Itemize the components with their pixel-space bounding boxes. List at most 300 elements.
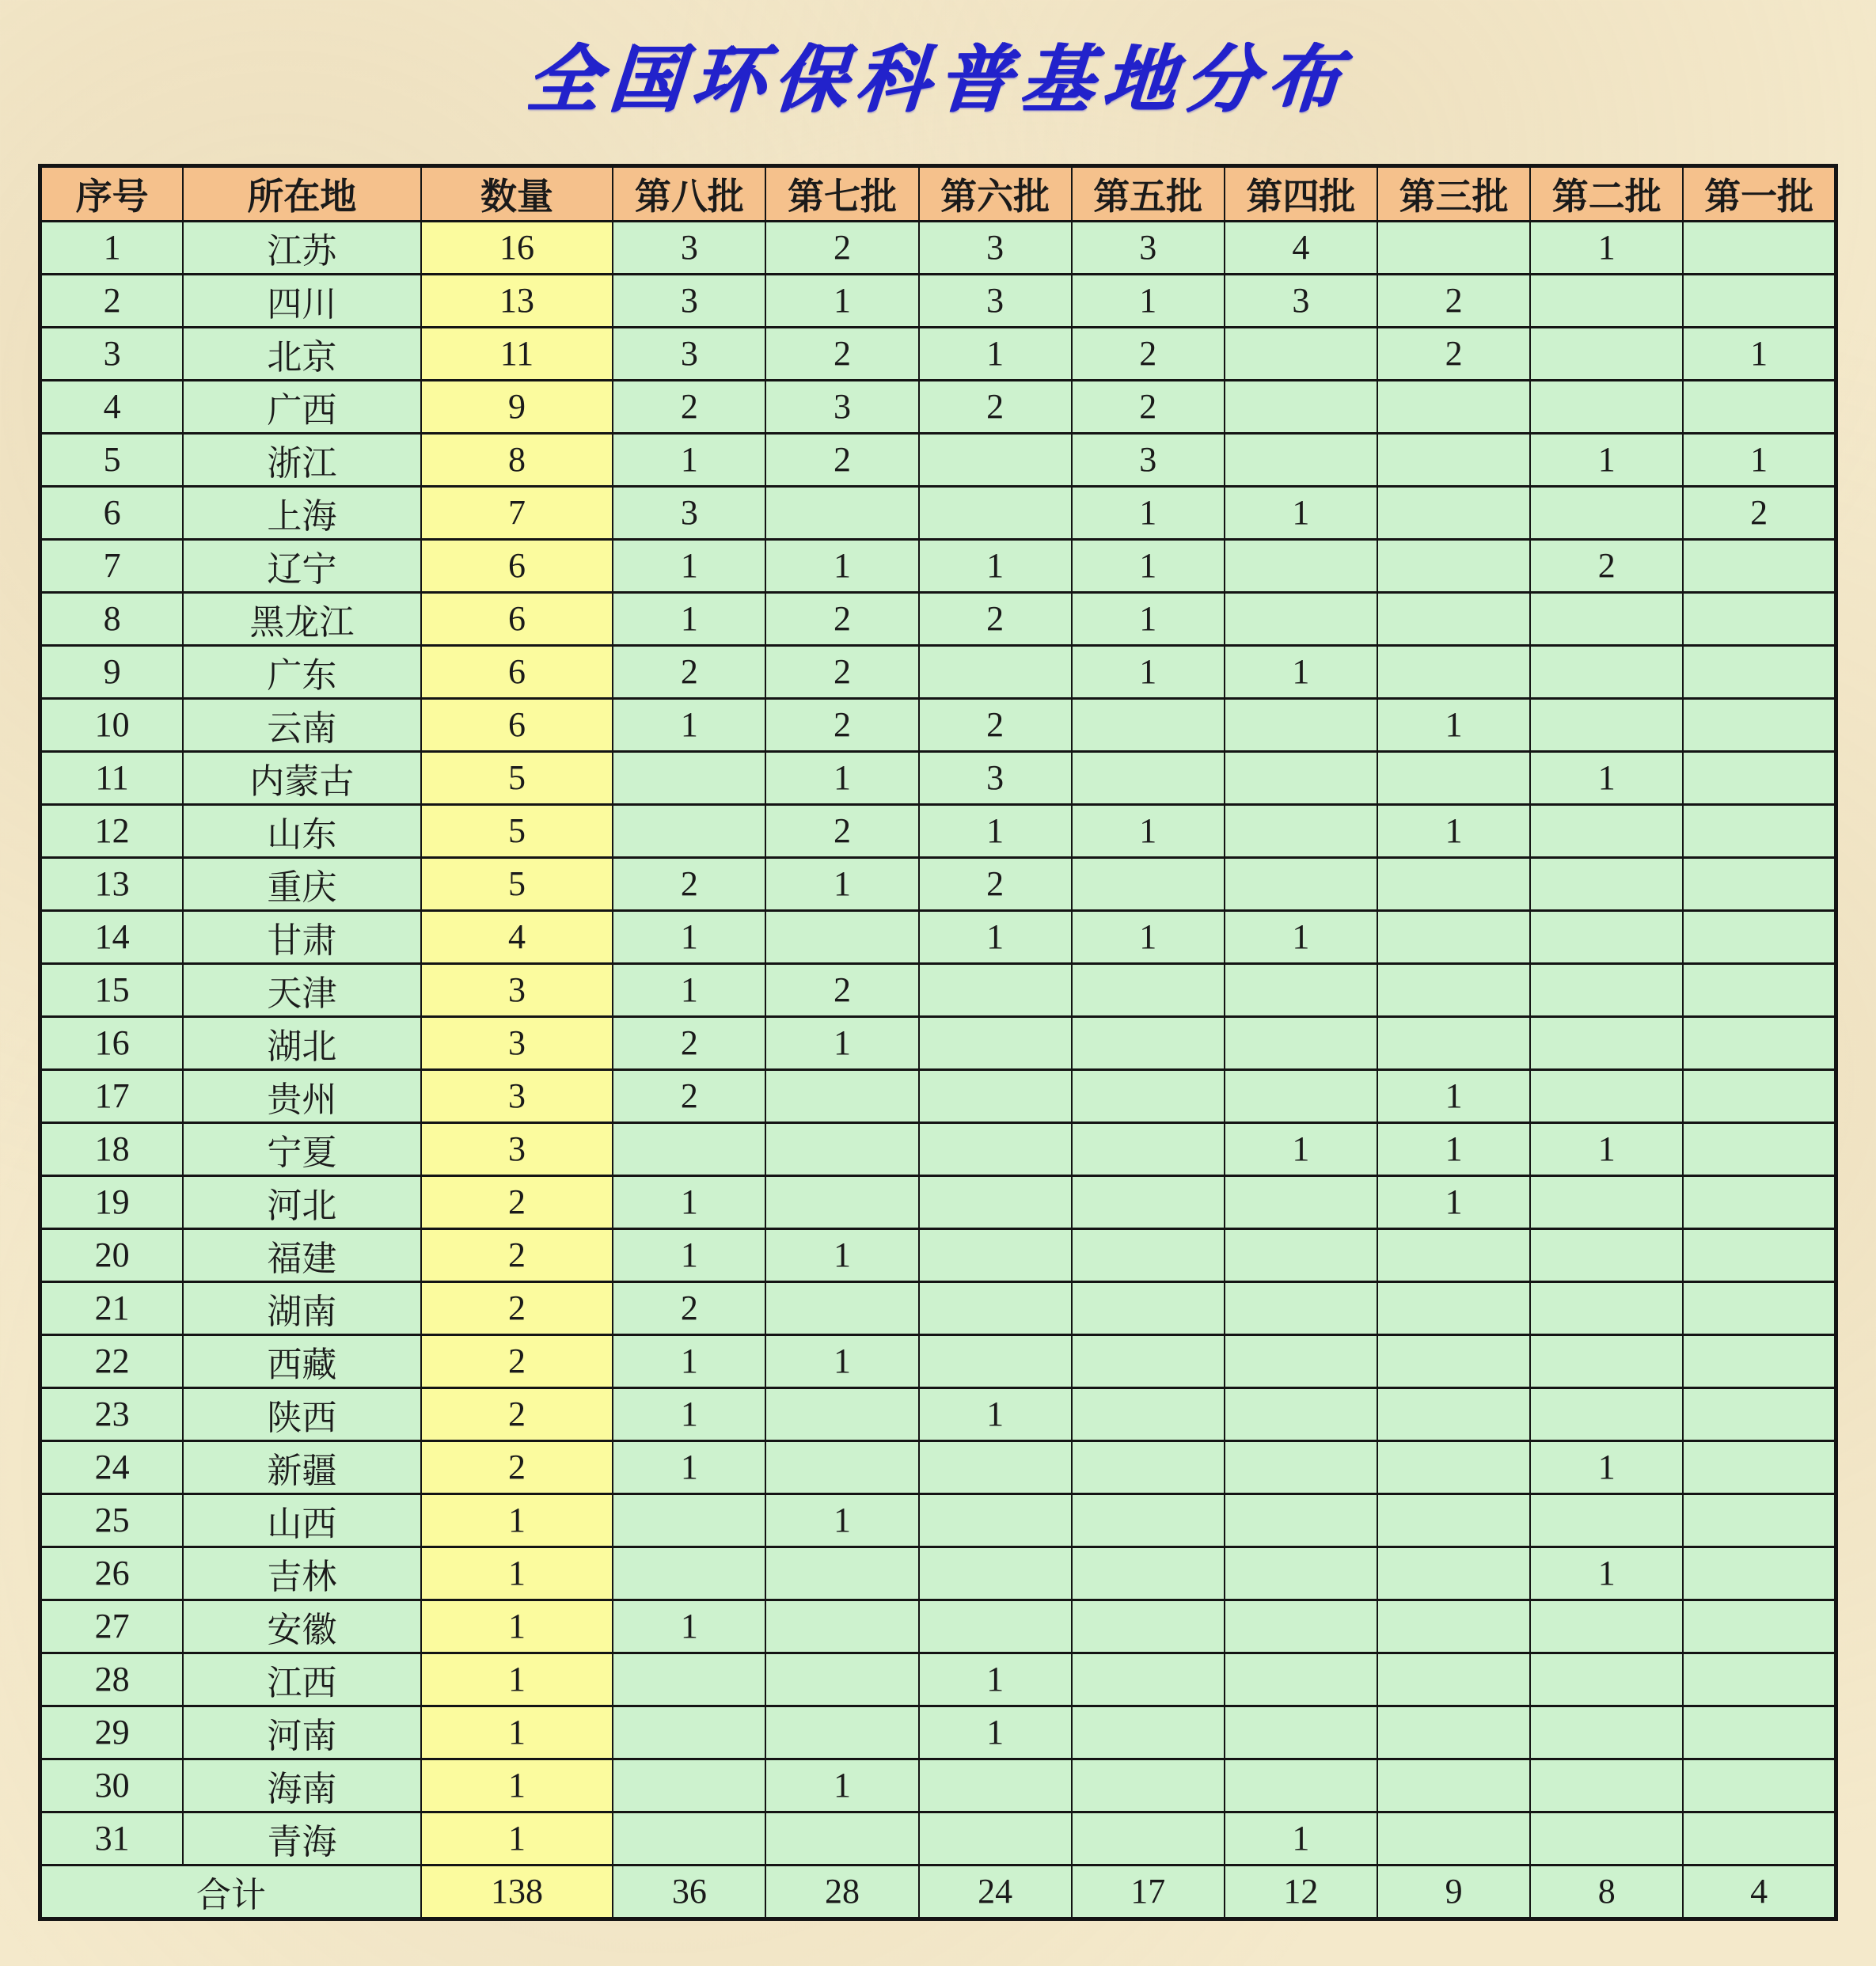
row-batch-8 <box>613 1706 765 1759</box>
row-quantity: 4 <box>421 910 613 963</box>
row-batch-8 <box>613 1812 765 1865</box>
row-batch-6: 2 <box>919 592 1072 645</box>
row-batch-7: 1 <box>765 1334 918 1387</box>
column-header-2: 数量 <box>421 165 613 221</box>
row-batch-2 <box>1530 1493 1683 1547</box>
row-batch-3 <box>1377 221 1530 274</box>
row-batch-4 <box>1225 1175 1377 1228</box>
row-batch-3 <box>1377 433 1530 486</box>
row-batch-8: 1 <box>613 1228 765 1281</box>
row-batch-7: 1 <box>765 857 918 910</box>
row-batch-6 <box>919 1600 1072 1653</box>
row-batch-1 <box>1683 1281 1836 1334</box>
row-batch-4 <box>1225 1281 1377 1334</box>
row-batch-5 <box>1072 751 1225 804</box>
row-index: 10 <box>40 698 184 751</box>
row-batch-5 <box>1072 1069 1225 1122</box>
row-place: 江西 <box>183 1653 421 1706</box>
row-batch-4: 1 <box>1225 645 1377 698</box>
row-batch-6 <box>919 645 1072 698</box>
row-batch-3: 2 <box>1377 274 1530 327</box>
row-batch-5 <box>1072 1653 1225 1706</box>
row-batch-4 <box>1225 698 1377 751</box>
row-batch-5 <box>1072 1812 1225 1865</box>
row-quantity: 3 <box>421 1122 613 1175</box>
row-quantity: 1 <box>421 1600 613 1653</box>
row-batch-5 <box>1072 1228 1225 1281</box>
row-batch-7: 1 <box>765 1016 918 1069</box>
table-row <box>40 698 1836 751</box>
row-batch-1 <box>1683 645 1836 698</box>
row-batch-5 <box>1072 1334 1225 1387</box>
footer-batch-1: 4 <box>1683 1865 1836 1919</box>
row-batch-2 <box>1530 380 1683 433</box>
row-batch-6 <box>919 1281 1072 1334</box>
row-quantity: 6 <box>421 645 613 698</box>
row-batch-7 <box>765 1069 918 1122</box>
row-place: 广东 <box>183 645 421 698</box>
row-batch-2 <box>1530 1281 1683 1334</box>
row-batch-7: 2 <box>765 327 918 380</box>
row-index: 12 <box>40 804 184 857</box>
row-batch-4 <box>1225 751 1377 804</box>
row-batch-2: 1 <box>1530 433 1683 486</box>
row-batch-8: 1 <box>613 1334 765 1387</box>
row-batch-4 <box>1225 1069 1377 1122</box>
row-batch-8: 2 <box>613 1069 765 1122</box>
row-place: 贵州 <box>183 1069 421 1122</box>
row-batch-8: 1 <box>613 698 765 751</box>
row-quantity: 1 <box>421 1653 613 1706</box>
row-batch-1 <box>1683 751 1836 804</box>
row-batch-8: 2 <box>613 1016 765 1069</box>
row-batch-8 <box>613 804 765 857</box>
row-batch-6: 3 <box>919 274 1072 327</box>
row-batch-1 <box>1683 1175 1836 1228</box>
row-quantity: 2 <box>421 1387 613 1440</box>
row-batch-3 <box>1377 1387 1530 1440</box>
row-batch-5: 1 <box>1072 645 1225 698</box>
footer-batch-3: 9 <box>1377 1865 1530 1919</box>
row-place: 安徽 <box>183 1600 421 1653</box>
row-batch-2 <box>1530 592 1683 645</box>
row-batch-7 <box>765 1812 918 1865</box>
row-batch-5 <box>1072 1440 1225 1493</box>
footer-batch-2: 8 <box>1530 1865 1683 1919</box>
row-batch-5: 1 <box>1072 804 1225 857</box>
row-batch-4 <box>1225 1228 1377 1281</box>
column-header-6: 第五批 <box>1072 165 1225 221</box>
row-batch-1: 2 <box>1683 486 1836 539</box>
row-batch-5 <box>1072 1387 1225 1440</box>
row-batch-1 <box>1683 539 1836 592</box>
row-place: 云南 <box>183 698 421 751</box>
row-batch-2 <box>1530 857 1683 910</box>
row-place: 北京 <box>183 327 421 380</box>
row-batch-8: 1 <box>613 433 765 486</box>
row-quantity: 9 <box>421 380 613 433</box>
row-batch-1 <box>1683 1069 1836 1122</box>
row-batch-1 <box>1683 1600 1836 1653</box>
row-batch-8: 2 <box>613 380 765 433</box>
row-batch-7 <box>765 1600 918 1653</box>
row-batch-8: 3 <box>613 327 765 380</box>
row-batch-4 <box>1225 433 1377 486</box>
row-batch-7: 1 <box>765 1493 918 1547</box>
row-batch-3 <box>1377 1281 1530 1334</box>
row-batch-7: 3 <box>765 380 918 433</box>
column-header-8: 第三批 <box>1377 165 1530 221</box>
table-row <box>40 1175 1836 1228</box>
row-batch-2: 1 <box>1530 1440 1683 1493</box>
row-batch-5 <box>1072 1016 1225 1069</box>
row-batch-7: 1 <box>765 274 918 327</box>
table-row <box>40 274 1836 327</box>
row-batch-7: 2 <box>765 433 918 486</box>
table-row <box>40 1122 1836 1175</box>
row-index: 28 <box>40 1653 184 1706</box>
row-batch-3 <box>1377 1440 1530 1493</box>
row-quantity: 2 <box>421 1175 613 1228</box>
row-batch-1 <box>1683 963 1836 1016</box>
row-batch-8: 1 <box>613 592 765 645</box>
row-place: 湖北 <box>183 1016 421 1069</box>
row-batch-4 <box>1225 1706 1377 1759</box>
row-batch-2 <box>1530 274 1683 327</box>
row-batch-6: 1 <box>919 1706 1072 1759</box>
row-batch-2: 1 <box>1530 1122 1683 1175</box>
row-index: 14 <box>40 910 184 963</box>
row-place: 河北 <box>183 1175 421 1228</box>
row-batch-2 <box>1530 804 1683 857</box>
row-place: 湖南 <box>183 1281 421 1334</box>
row-place: 山西 <box>183 1493 421 1547</box>
row-batch-4 <box>1225 539 1377 592</box>
row-batch-6 <box>919 1759 1072 1812</box>
table-header-row <box>40 165 1836 221</box>
row-batch-2: 1 <box>1530 1547 1683 1600</box>
row-batch-5 <box>1072 1547 1225 1600</box>
row-index: 30 <box>40 1759 184 1812</box>
row-batch-2 <box>1530 963 1683 1016</box>
row-quantity: 3 <box>421 1016 613 1069</box>
row-batch-6: 1 <box>919 539 1072 592</box>
row-batch-8 <box>613 751 765 804</box>
column-header-5: 第六批 <box>919 165 1072 221</box>
footer-batch-8: 36 <box>613 1865 765 1919</box>
table-row <box>40 486 1836 539</box>
row-batch-6: 1 <box>919 804 1072 857</box>
row-batch-7: 2 <box>765 963 918 1016</box>
row-batch-4 <box>1225 592 1377 645</box>
row-batch-4 <box>1225 1600 1377 1653</box>
row-place: 内蒙古 <box>183 751 421 804</box>
column-header-9: 第二批 <box>1530 165 1683 221</box>
table-row <box>40 1228 1836 1281</box>
column-header-7: 第四批 <box>1225 165 1377 221</box>
row-batch-8: 1 <box>613 1600 765 1653</box>
row-index: 3 <box>40 327 184 380</box>
row-batch-1 <box>1683 380 1836 433</box>
row-batch-3 <box>1377 645 1530 698</box>
row-batch-3 <box>1377 380 1530 433</box>
row-batch-3 <box>1377 963 1530 1016</box>
row-batch-4 <box>1225 1759 1377 1812</box>
row-batch-5: 1 <box>1072 910 1225 963</box>
row-batch-1 <box>1683 1493 1836 1547</box>
row-batch-7 <box>765 1706 918 1759</box>
row-batch-1 <box>1683 1016 1836 1069</box>
row-batch-4 <box>1225 963 1377 1016</box>
table-body <box>40 221 1836 1865</box>
row-place: 福建 <box>183 1228 421 1281</box>
footer-label: 合计 <box>40 1865 421 1919</box>
row-batch-5: 3 <box>1072 221 1225 274</box>
row-batch-2 <box>1530 1759 1683 1812</box>
row-quantity: 13 <box>421 274 613 327</box>
row-place: 海南 <box>183 1759 421 1812</box>
row-batch-2: 2 <box>1530 539 1683 592</box>
row-batch-6 <box>919 1175 1072 1228</box>
row-index: 27 <box>40 1600 184 1653</box>
footer-batch-4: 12 <box>1225 1865 1377 1919</box>
row-batch-1: 1 <box>1683 433 1836 486</box>
row-batch-5 <box>1072 698 1225 751</box>
row-quantity: 1 <box>421 1812 613 1865</box>
table-row <box>40 433 1836 486</box>
row-index: 4 <box>40 380 184 433</box>
row-batch-6 <box>919 1440 1072 1493</box>
row-batch-4: 1 <box>1225 486 1377 539</box>
row-batch-7 <box>765 910 918 963</box>
row-batch-8: 1 <box>613 1387 765 1440</box>
row-batch-1 <box>1683 1547 1836 1600</box>
row-batch-3 <box>1377 910 1530 963</box>
row-batch-6 <box>919 963 1072 1016</box>
row-batch-4 <box>1225 1334 1377 1387</box>
row-batch-7: 1 <box>765 1759 918 1812</box>
page-title: 全国环保科普基地分布 <box>523 40 1353 120</box>
row-index: 19 <box>40 1175 184 1228</box>
row-batch-7 <box>765 1175 918 1228</box>
row-batch-8: 3 <box>613 221 765 274</box>
row-batch-6 <box>919 486 1072 539</box>
row-index: 23 <box>40 1387 184 1440</box>
row-batch-6 <box>919 1016 1072 1069</box>
row-batch-5: 1 <box>1072 486 1225 539</box>
table-row <box>40 963 1836 1016</box>
row-batch-4: 1 <box>1225 1812 1377 1865</box>
column-header-1: 所在地 <box>183 165 421 221</box>
row-index: 24 <box>40 1440 184 1493</box>
row-batch-8: 1 <box>613 910 765 963</box>
row-quantity: 6 <box>421 698 613 751</box>
row-batch-7 <box>765 1122 918 1175</box>
row-batch-3 <box>1377 751 1530 804</box>
row-index: 22 <box>40 1334 184 1387</box>
row-batch-5 <box>1072 1175 1225 1228</box>
row-batch-3: 1 <box>1377 804 1530 857</box>
column-header-0: 序号 <box>40 165 184 221</box>
row-batch-3: 1 <box>1377 1069 1530 1122</box>
row-batch-6: 1 <box>919 327 1072 380</box>
row-index: 1 <box>40 221 184 274</box>
row-batch-1 <box>1683 1812 1836 1865</box>
row-batch-7 <box>765 1653 918 1706</box>
row-batch-5 <box>1072 1493 1225 1547</box>
row-batch-5 <box>1072 963 1225 1016</box>
row-batch-5: 1 <box>1072 592 1225 645</box>
row-place: 辽宁 <box>183 539 421 592</box>
row-batch-7: 1 <box>765 751 918 804</box>
row-place: 浙江 <box>183 433 421 486</box>
row-batch-3: 2 <box>1377 327 1530 380</box>
row-index: 29 <box>40 1706 184 1759</box>
row-batch-5 <box>1072 1706 1225 1759</box>
row-place: 甘肃 <box>183 910 421 963</box>
row-place: 河南 <box>183 1706 421 1759</box>
row-batch-5: 2 <box>1072 327 1225 380</box>
row-place: 广西 <box>183 380 421 433</box>
row-quantity: 1 <box>421 1547 613 1600</box>
table-row <box>40 327 1836 380</box>
row-batch-4 <box>1225 1440 1377 1493</box>
row-batch-6: 1 <box>919 910 1072 963</box>
row-batch-1 <box>1683 1228 1836 1281</box>
row-batch-5: 1 <box>1072 539 1225 592</box>
row-batch-2 <box>1530 645 1683 698</box>
row-batch-2 <box>1530 1175 1683 1228</box>
row-quantity: 11 <box>421 327 613 380</box>
row-batch-6: 1 <box>919 1653 1072 1706</box>
row-index: 21 <box>40 1281 184 1334</box>
row-quantity: 5 <box>421 804 613 857</box>
row-index: 16 <box>40 1016 184 1069</box>
row-batch-4 <box>1225 1653 1377 1706</box>
table-row <box>40 592 1836 645</box>
row-batch-3 <box>1377 1706 1530 1759</box>
table-row <box>40 1706 1836 1759</box>
row-batch-1: 1 <box>1683 327 1836 380</box>
row-batch-7 <box>765 1440 918 1493</box>
row-index: 5 <box>40 433 184 486</box>
row-batch-1 <box>1683 857 1836 910</box>
footer-batch-5: 17 <box>1072 1865 1225 1919</box>
column-header-3: 第八批 <box>613 165 765 221</box>
row-batch-6 <box>919 433 1072 486</box>
row-index: 13 <box>40 857 184 910</box>
row-batch-7: 2 <box>765 804 918 857</box>
row-batch-6: 2 <box>919 380 1072 433</box>
row-index: 15 <box>40 963 184 1016</box>
row-batch-4: 1 <box>1225 910 1377 963</box>
row-place: 宁夏 <box>183 1122 421 1175</box>
row-batch-1 <box>1683 221 1836 274</box>
row-batch-8: 1 <box>613 539 765 592</box>
table-row <box>40 1387 1836 1440</box>
table-row <box>40 804 1836 857</box>
row-index: 8 <box>40 592 184 645</box>
row-batch-7: 1 <box>765 1228 918 1281</box>
row-batch-1 <box>1683 1387 1836 1440</box>
row-index: 7 <box>40 539 184 592</box>
row-batch-1 <box>1683 910 1836 963</box>
row-batch-7 <box>765 1281 918 1334</box>
footer-batch-7: 28 <box>765 1865 918 1919</box>
row-batch-6 <box>919 1122 1072 1175</box>
row-batch-4: 3 <box>1225 274 1377 327</box>
row-index: 20 <box>40 1228 184 1281</box>
row-batch-4 <box>1225 327 1377 380</box>
row-index: 25 <box>40 1493 184 1547</box>
row-batch-7 <box>765 1547 918 1600</box>
row-quantity: 1 <box>421 1493 613 1547</box>
row-batch-4: 4 <box>1225 221 1377 274</box>
table-row <box>40 539 1836 592</box>
row-index: 6 <box>40 486 184 539</box>
row-batch-3 <box>1377 1493 1530 1547</box>
row-place: 山东 <box>183 804 421 857</box>
table-row <box>40 1812 1836 1865</box>
row-quantity: 5 <box>421 857 613 910</box>
table-row <box>40 1600 1836 1653</box>
row-batch-6 <box>919 1547 1072 1600</box>
row-batch-4 <box>1225 1016 1377 1069</box>
row-batch-2 <box>1530 1016 1683 1069</box>
column-header-4: 第七批 <box>765 165 918 221</box>
row-batch-6 <box>919 1493 1072 1547</box>
row-batch-3 <box>1377 592 1530 645</box>
row-batch-7 <box>765 486 918 539</box>
row-batch-3 <box>1377 1334 1530 1387</box>
row-batch-5 <box>1072 1281 1225 1334</box>
row-batch-2 <box>1530 1334 1683 1387</box>
row-batch-2: 1 <box>1530 751 1683 804</box>
row-quantity: 16 <box>421 221 613 274</box>
table-row <box>40 1493 1836 1547</box>
row-quantity: 2 <box>421 1440 613 1493</box>
row-quantity: 6 <box>421 539 613 592</box>
row-index: 31 <box>40 1812 184 1865</box>
row-batch-3 <box>1377 1600 1530 1653</box>
row-batch-1 <box>1683 274 1836 327</box>
table-row <box>40 910 1836 963</box>
row-batch-2 <box>1530 1653 1683 1706</box>
row-batch-2: 1 <box>1530 221 1683 274</box>
row-batch-2 <box>1530 486 1683 539</box>
row-batch-4 <box>1225 1387 1377 1440</box>
table-row <box>40 1334 1836 1387</box>
row-place: 青海 <box>183 1812 421 1865</box>
row-batch-2 <box>1530 910 1683 963</box>
row-batch-4 <box>1225 380 1377 433</box>
row-batch-8: 3 <box>613 274 765 327</box>
row-batch-2 <box>1530 1228 1683 1281</box>
row-batch-6: 1 <box>919 1387 1072 1440</box>
row-batch-8: 2 <box>613 645 765 698</box>
row-place: 吉林 <box>183 1547 421 1600</box>
row-index: 2 <box>40 274 184 327</box>
table-row <box>40 1440 1836 1493</box>
table-row <box>40 221 1836 274</box>
row-batch-4 <box>1225 1547 1377 1600</box>
table-footer-row <box>40 1865 1836 1919</box>
row-batch-2 <box>1530 1706 1683 1759</box>
row-quantity: 2 <box>421 1228 613 1281</box>
row-batch-6: 2 <box>919 857 1072 910</box>
row-place: 上海 <box>183 486 421 539</box>
row-batch-2 <box>1530 327 1683 380</box>
